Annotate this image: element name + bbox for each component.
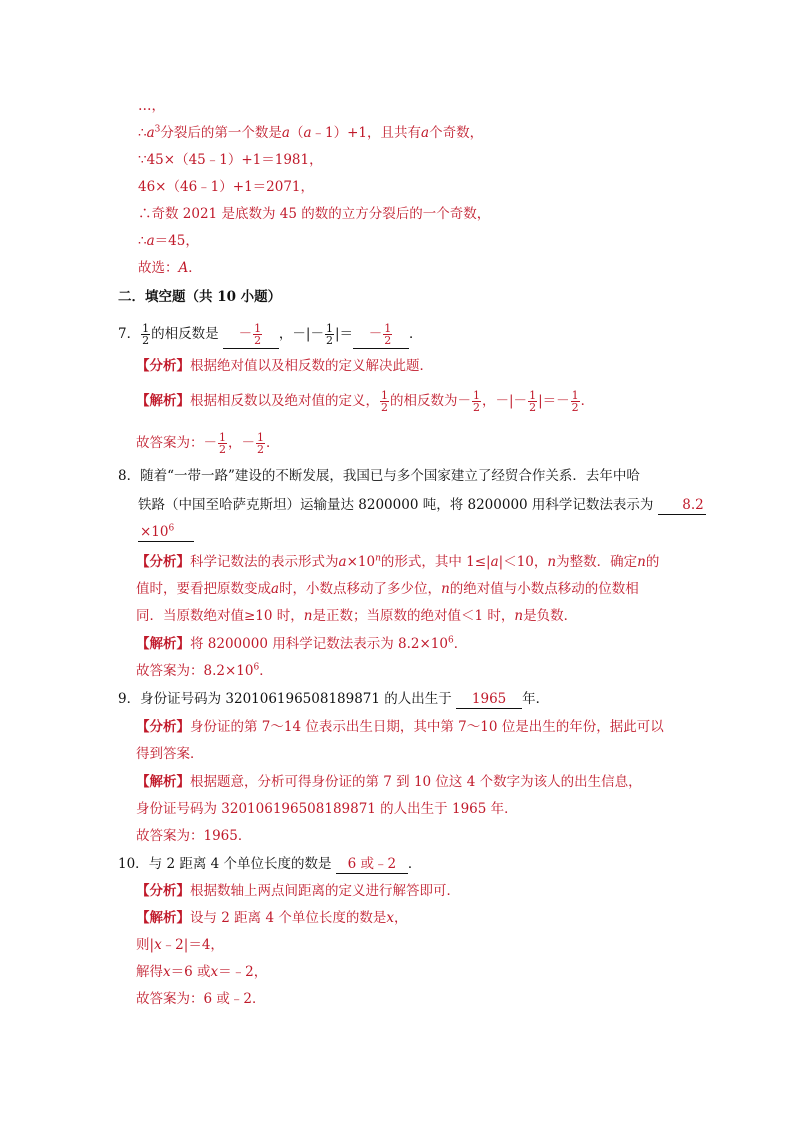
q10-solution-line-3: 解得x＝6 或x＝﹣2， (136, 964, 268, 980)
q7-analysis: 【分析】根据绝对值以及相反数的定义解决此题． (136, 358, 433, 374)
q10-analysis: 【分析】根据数轴上两点间距离的定义进行解答即可． (136, 883, 460, 899)
q9-solution-line-1: 【解析】根据题意，分析可得身份证的第 7 到 10 位这 4 个数字为该人的出生信息， (136, 774, 642, 790)
q7-answer-blank-1: － $\frac{1}{2}$ (223, 320, 279, 349)
q9-stem: 9．身份证号码为 320106196508189871 的人出生于 1965 年． (118, 691, 550, 707)
q7-answer-blank-2: － $\frac{1}{2}$ (353, 320, 409, 349)
q9-number: 9． (118, 691, 141, 707)
q9-analysis-line-1: 【分析】身份证的第 7～14 位表示出生日期，其中第 7～10 位是出生的年份，据此可以 (136, 719, 664, 735)
q8-answer-blank: 8.2 (658, 496, 706, 515)
q10-number: 10． (118, 856, 149, 872)
q7-stem: 7． $\frac{1}{2}$ 的相反数是 － $\frac{1}{2}$ ，－|－ $\frac{1}{2}$ |＝ － $\frac{1}{2}$ ． (118, 322, 423, 347)
q10-solution-line-2: 则|x﹣2|＝4， (136, 937, 224, 953)
q7-number: 7． (118, 326, 141, 342)
q10-stem: 10．与 2 距离 4 个单位长度的数是 6 或﹣2 ． (118, 856, 422, 872)
prev-line-2: $\therefore a^3$分裂后的第一个数是a（a﹣1）+1，且共有a个奇数， (138, 124, 484, 141)
q10-answer: 故答案为：6 或﹣2． (136, 991, 266, 1007)
q7-answer: 故答案为：－ $\frac{1}{2}$ ，－ $\frac{1}{2}$ ． (136, 431, 280, 456)
q8-answer-blank-cont: $\times 10^6$ (138, 523, 194, 542)
q8-analysis-line-2: 值时，要看把原数变成a时，小数点移动了多少位，n的绝对值与小数点移动的位数相 (136, 581, 639, 597)
prev-line-6: ∴a＝45， (138, 233, 199, 249)
q10-answer-blank: 6 或﹣2 (336, 855, 408, 874)
section-title: 二．填空题（共 10 小题） (118, 289, 282, 305)
q7-fraction: $\frac{1}{2}$ (142, 322, 150, 347)
q8-analysis-line-1: 【分析】科学记数法的表示形式为$a\times 10^n$的形式，其中 1≤|a|＜10，n为整数．确定n的 (136, 553, 660, 570)
prev-line-5: ∴奇数 2021 是底数为 45 的数的立方分裂后的一个奇数， (138, 206, 491, 222)
q8-stem-line-2: 铁路（中国至哈萨克斯坦）运输量达 8200000 吨，将 8200000 用科学记数法表示为 8.2 (138, 497, 704, 513)
prev-ellipsis: …， (138, 98, 165, 114)
q9-solution-line-2: 身份证号码为 320106196508189871 的人出生于 1965 年． (136, 801, 518, 817)
prev-line-4: 46×（46﹣1）+1＝2071， (138, 179, 315, 195)
prev-line-3: ∵45×（45﹣1）+1＝1981， (138, 152, 323, 168)
q8-number: 8． (118, 468, 141, 484)
q9-answer-blank: 1965 (456, 690, 522, 709)
q8-stem-line-1: 8．随着“一带一路”建设的不断发展，我国已与多个国家建立了经贸合作关系．去年中哈 (118, 468, 640, 484)
q10-solution-line-1: 【解析】设与 2 距离 4 个单位长度的数是x， (136, 910, 408, 926)
prev-line-7: 故选：A． (138, 260, 202, 276)
q8-solution: 【解析】将 8200000 用科学记数法表示为 $8.2\times 10^6$． (136, 635, 468, 652)
q9-answer: 故答案为：1965． (136, 828, 252, 844)
q8-answer: 故答案为：$8.2\times 10^6$． (136, 662, 273, 679)
q7-solution: 【解析】根据相反数以及绝对值的定义， $\frac{1}{2}$ 的相反数为－ $\frac{1}{2}$ ，－|－ $\frac{1}{2}$ |＝－ $\frac{1}{2}$ ． (136, 389, 595, 414)
q8-analysis-line-3: 同．当原数绝对值≥10 时，n是正数；当原数的绝对值＜1 时，n是负数． (136, 608, 578, 624)
q9-analysis-line-2: 得到答案． (136, 746, 204, 762)
